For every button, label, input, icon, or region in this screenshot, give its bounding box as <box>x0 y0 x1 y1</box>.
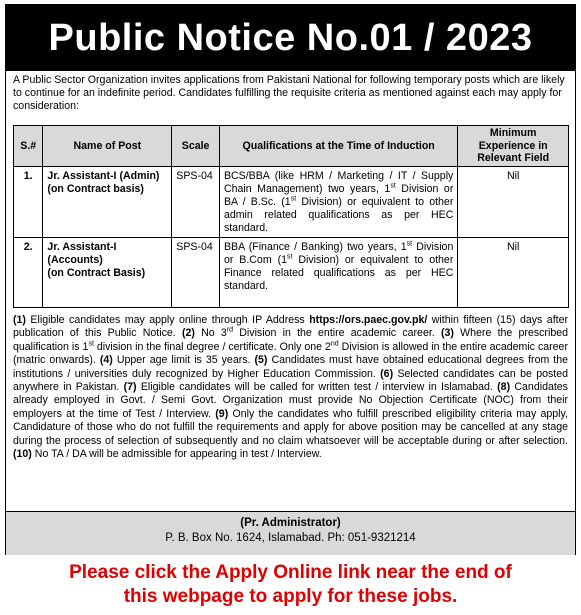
qual-text: Division) or equivalent to other admin related qualifications as per HEC standard. <box>223 195 454 234</box>
row-post <box>43 166 172 237</box>
note-sup: nd <box>330 340 339 348</box>
row-sno: 1. <box>14 166 43 237</box>
row-scale: SPS-04 <box>172 166 220 237</box>
row-post <box>43 237 172 307</box>
header-qualifications: Qualifications at the Time of Induction <box>219 126 457 167</box>
row-experience: Nil <box>458 166 569 237</box>
note-text: Selected candidates can be posted anywhere in Pakistan. <box>13 367 569 394</box>
table-row <box>14 166 569 237</box>
note-label: (8) <box>497 381 511 394</box>
row-scale: SPS-04 <box>172 237 220 307</box>
qual-sup: st <box>390 181 396 189</box>
note-sup: rd <box>226 326 234 334</box>
row-experience: Nil <box>458 237 569 307</box>
note-label: (9) <box>215 407 229 420</box>
header-scale: Scale <box>172 126 220 167</box>
note-label: (2) <box>181 327 195 340</box>
note-label: (4) <box>99 354 113 367</box>
row-sno: 2. <box>14 237 43 307</box>
note-text: division in the final degree / certificate. Only one 2 <box>93 340 331 353</box>
note-text: Eligible candidates may apply online through IP Address <box>25 314 310 326</box>
note-text: Eligible candidates will be called for written test / interview in Islamabad. <box>136 381 498 394</box>
post-name: Jr. Assistant-I (Accounts) <box>47 240 117 266</box>
note-label: (10) <box>13 448 32 461</box>
notes-paragraph <box>13 314 568 461</box>
apply-note-line: Please click the Apply Online link near the end of <box>69 562 512 583</box>
note-text: No 3 <box>194 327 227 340</box>
note-text: No TA / DA will be admissible for appearing in test / Interview. <box>31 448 322 461</box>
qual-text: BCS/BBA (like HRM / Marketing / IT / Supply Chain Management) two years, 1 <box>223 169 454 195</box>
signature-block <box>6 511 575 555</box>
note-label: (7) <box>123 381 137 394</box>
note-label: (6) <box>380 367 394 380</box>
apply-online-note <box>0 561 581 609</box>
notice-title: Public Notice No.01 / 2023 <box>6 5 575 71</box>
note-label: (3) <box>440 327 454 340</box>
table-header-row <box>14 126 569 167</box>
qual-sup: st <box>290 194 297 202</box>
note-text: Candidates already employed in Govt. / Semi Govt. Organization must provide No Objection Certificate (NOC) from their employers at the time of Test / Interview. <box>13 381 568 420</box>
post-basis: (on Contract basis) <box>47 182 144 195</box>
apply-url-link[interactable]: https://ors.paec.gov.pk/ <box>309 314 428 326</box>
apply-note-line: this webpage to apply for these jobs. <box>123 586 458 607</box>
signature-address: P. B. Box No. 1624, Islamabad. Ph: 051-9321214 <box>165 532 416 544</box>
note-text: Upper age limit is 35 years. <box>112 354 255 367</box>
note-sup: st <box>88 340 94 348</box>
posts-table <box>13 125 569 308</box>
row-qualifications <box>219 166 457 237</box>
note-text: Division in the entire academic career. <box>233 327 441 340</box>
note-text: Only the candidates who fulfill prescribed eligibility criteria may apply, Candidature of those who do not fulfill the requirements and apply for above position may be cancelled at any stage during the process of selection of subsequently and no claim whatsoever will be acceptable during or after selection. <box>13 407 568 447</box>
qual-sup: st <box>406 239 413 247</box>
qual-text: BBA (Finance / Banking) two years, 1 <box>223 240 407 253</box>
row-qualifications <box>219 237 457 307</box>
note-label: (5) <box>254 354 268 367</box>
header-post: Name of Post <box>43 126 172 167</box>
qual-sup: st <box>287 252 293 260</box>
qual-text: Division) or equivalent to other Finance related qualifications as per HEC standard. <box>223 253 454 292</box>
intro-paragraph: A Public Sector Organization invites applications from Pakistani National for following temporary posts which are likely to continue for an indefinite period. Candidates fulfilling the requisite criteria as mentioned against each may apply for consideration: <box>13 74 565 113</box>
header-sno: S.# <box>14 126 43 167</box>
note-text: Division is allowed in the entire academic career (matric onwards). <box>13 340 568 367</box>
post-name: Jr. Assistant-I (Admin) <box>47 169 160 182</box>
table-row <box>14 237 569 307</box>
note-text: Where the prescribed qualification is 1 <box>13 327 568 353</box>
signature-designation: (Pr. Administrator) <box>240 517 341 529</box>
notice-frame <box>5 4 576 555</box>
header-experience: Minimum Experience in Relevant Field <box>458 126 569 167</box>
note-text: Candidates must have obtained educational degrees from the institutions / universities duly recognized by Higher Education Commission. <box>13 354 569 380</box>
post-basis: (on Contract Basis) <box>47 266 146 279</box>
qual-text: Division or BA / B.Sc. (1 <box>223 182 454 208</box>
note-label: (1) <box>13 314 26 326</box>
qual-text: Division or B.Com (1 <box>223 240 454 266</box>
note-text: within fifteen (15) days after publication of this Public Notice. <box>13 314 568 340</box>
